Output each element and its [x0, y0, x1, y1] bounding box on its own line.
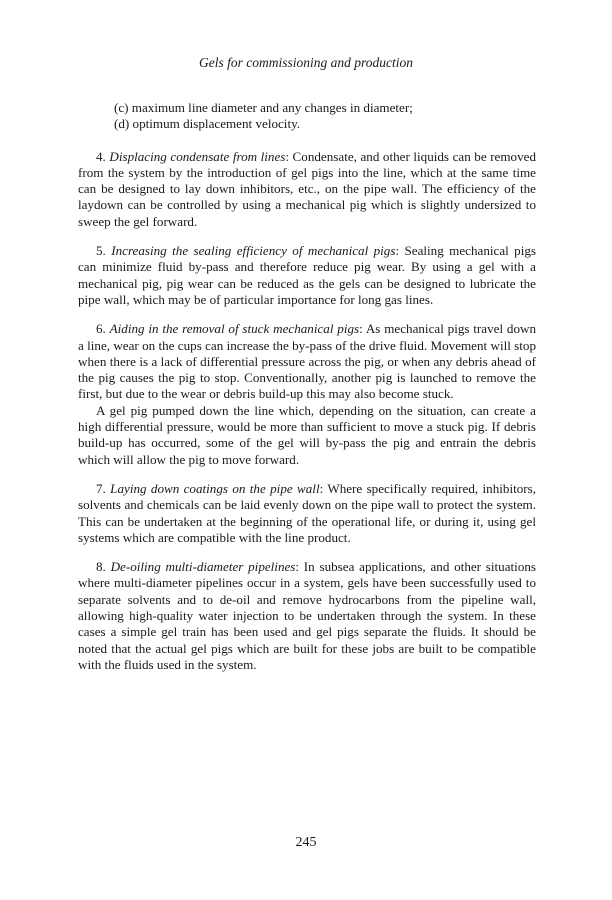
paragraph-number: 6.: [96, 321, 110, 337]
paragraph-text: : In subsea applications, and other situations where multi-diameter pipelines occur in a system, gels have been successfully used to separate solvents and to de-oil and remove hydrocarbons from the pipeline wall, allowing high-quality water injection to be undertaken through the system. In these cases a simple gel train has been used and gel pigs separate the fluids. It should be noted that the actual gel pigs which are built for these jobs are built to be compatible with the fluids used in the system.: [78, 559, 537, 672]
paragraph-6: [78, 321, 536, 402]
paragraph-7: [78, 481, 536, 546]
paragraph-4: [78, 149, 536, 230]
paragraph-5: [78, 243, 536, 308]
paragraph-number: 4.: [96, 148, 110, 164]
paragraph-title: Laying down coatings on the pipe wall: [110, 480, 320, 496]
paragraph-title: Displacing condensate from lines: [109, 148, 286, 164]
paragraph-title: Increasing the sealing efficiency of mechanical pigs: [111, 243, 396, 259]
paragraph-text: : Sealing mechanical pigs can minimize fluid by-pass and therefore reduce pig wear. By using a gel with a mechanical pig, pig wear can be reduced as the gels can be designed to lubricate the pipe wall, which may be of particular importance for long gas lines.: [78, 243, 536, 307]
list-item-d: (d) optimum displacement velocity.: [114, 116, 301, 132]
paragraph-text: : As mechanical pigs travel down a line, wear on the cups can increase the by-pass of the drive fluid. Movement will stop when there is a lack of differential pressure across the pig, or when any debris ahead of the pig causes the pig to stop. Conventionally, another pig is launched to remove the first, but due to the wear or debris build-up this may also become stuck.: [78, 321, 536, 402]
paragraph-6-continuation: A gel pig pumped down the line which, depending on the situation, can create a high differential pressure, would be more than sufficient to move a stuck pig. If debris build-up has occurred, some of the gel will by-pass the pig and entrain the debris which will allow the pig to move forward.: [78, 402, 536, 467]
paragraph-number: 8.: [96, 559, 111, 575]
running-head: Gels for commissioning and production: [199, 55, 413, 70]
paragraph-text: : Condensate, and other liquids can be removed from the system by the introduction of gel pigs into the line, which at the same time can be designed to lay down inhibitors, etc., on the pipe wall. The efficiency of the laydown can be controlled by using a mechanical pig which is slightly undersized to sweep the gel forward.: [78, 148, 537, 229]
paragraph-title: Aiding in the removal of stuck mechanical pigs: [109, 321, 360, 337]
page-number: 245: [295, 835, 317, 850]
paragraph-8: [78, 559, 536, 673]
paragraph-number: 7.: [96, 480, 111, 496]
paragraph-title: De-oiling multi-diameter pipelines: [110, 559, 296, 575]
body-text: [78, 100, 536, 673]
paragraph-number: 5.: [96, 243, 112, 259]
paragraph-text: : Where specifically required, inhibitors, solvents and chemicals can be laid evenly down on the pipe wall to protect the system. This can be undertaken at the beginning of the operational life, or during it, using gel systems which are compatible with the line product.: [78, 480, 536, 545]
list-item-c: (c) maximum line diameter and any changes in diameter;: [114, 100, 413, 115]
